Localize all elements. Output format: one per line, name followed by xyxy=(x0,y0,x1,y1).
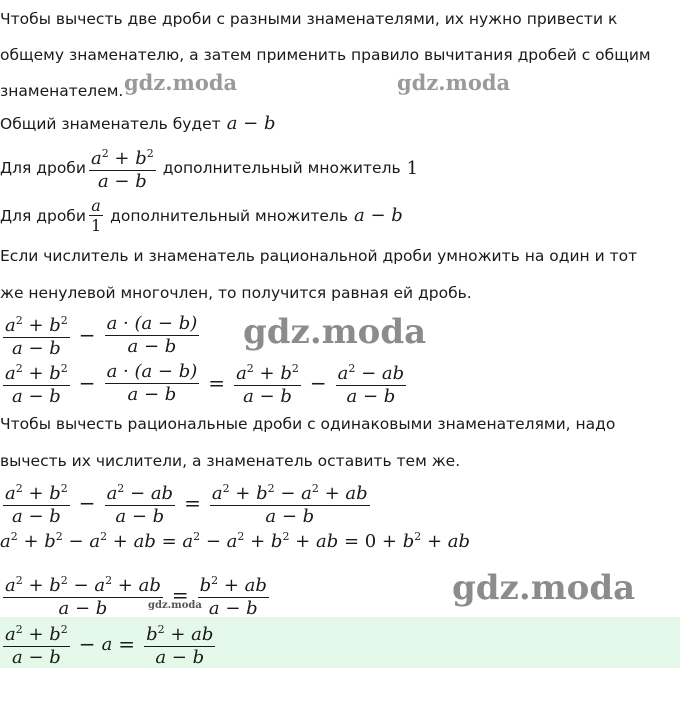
intro-line-1: Чтобы вычесть две дроби с разными знаменателями, их нужно привести к xyxy=(0,10,618,28)
intro-line-2: общему знаменателю, а затем применить правило вычитания дробей с общим xyxy=(0,46,651,64)
watermark: gdz.moda xyxy=(243,312,427,352)
for-fraction-label: Для дроби xyxy=(0,206,86,225)
rule-line-2: же ненулевой многочлен, то получится равная ей дробь. xyxy=(0,284,472,302)
equation-3: $\frac{a^2 + b^2}{a - b}$ − $\frac{a^2 - ab}{a - b}$ = $\frac{a^2 + b^2 - a^2 + ab}{a - b}$ xyxy=(5,482,368,527)
multiplier-label: дополнительный множитель xyxy=(110,206,349,225)
common-denominator-value: a − b xyxy=(226,113,276,134)
fraction-a2-plus-b2-over-a-minus-b: $\frac{a^2 + b^2}{a - b}$ xyxy=(90,147,154,192)
rule-line-4: вычесть их числители, а знаменатель оставить тем же. xyxy=(0,452,461,470)
watermark: gdz.moda xyxy=(452,568,636,608)
first-fraction-multiplier-line xyxy=(0,143,418,193)
equation-4: $a^2 + b^2 - a^2$ + ab = $a^2 - a^2 + b^2$ + ab = $0 + b^2$ + ab xyxy=(0,530,471,552)
common-denominator-label: Общий знаменатель будет xyxy=(0,114,221,133)
equation-5: $\frac{a^2 + b^2 - a^2 + ab}{a - b}$ = $\frac{b^2 + ab}{a - b}$ xyxy=(5,574,267,619)
equation-2: $\frac{a^2 + b^2}{a - b}$ − $\frac{a \cdot (a - b)}{a - b}$ = $\frac{a^2 + b^2}{a - b}$ − $\frac{a^2 - ab}{a - b}$ xyxy=(5,360,405,407)
equation-1: $\frac{a^2 + b^2}{a - b}$ − $\frac{a \cdot (a - b)}{a - b}$ xyxy=(5,312,198,359)
watermark: gdz.moda xyxy=(397,70,511,95)
multiplier-value: a − b xyxy=(354,205,403,226)
for-fraction-label: Для дроби xyxy=(0,159,86,177)
watermark: gdz.moda xyxy=(124,70,238,95)
common-denominator-line xyxy=(0,113,276,134)
equation-answer: $\frac{a^2 + b^2}{a - b}$ − a = $\frac{b^2 + ab}{a - b}$ xyxy=(5,623,214,668)
watermark: gdz.moda xyxy=(148,600,202,611)
second-fraction-multiplier-line xyxy=(0,196,403,235)
multiplier-value: 1 xyxy=(406,157,419,179)
multiplier-label: дополнительный множитель xyxy=(162,159,401,177)
rule-line-3: Чтобы вычесть рациональные дроби с одинаковыми знаменателями, надо xyxy=(0,415,616,433)
intro-line-3: знаменателем. xyxy=(0,82,124,100)
fraction-a-over-1: $\frac{a}{1}$ xyxy=(90,196,102,235)
rule-line-1: Если числитель и знаменатель рациональной дроби умножить на один и тот xyxy=(0,247,638,265)
